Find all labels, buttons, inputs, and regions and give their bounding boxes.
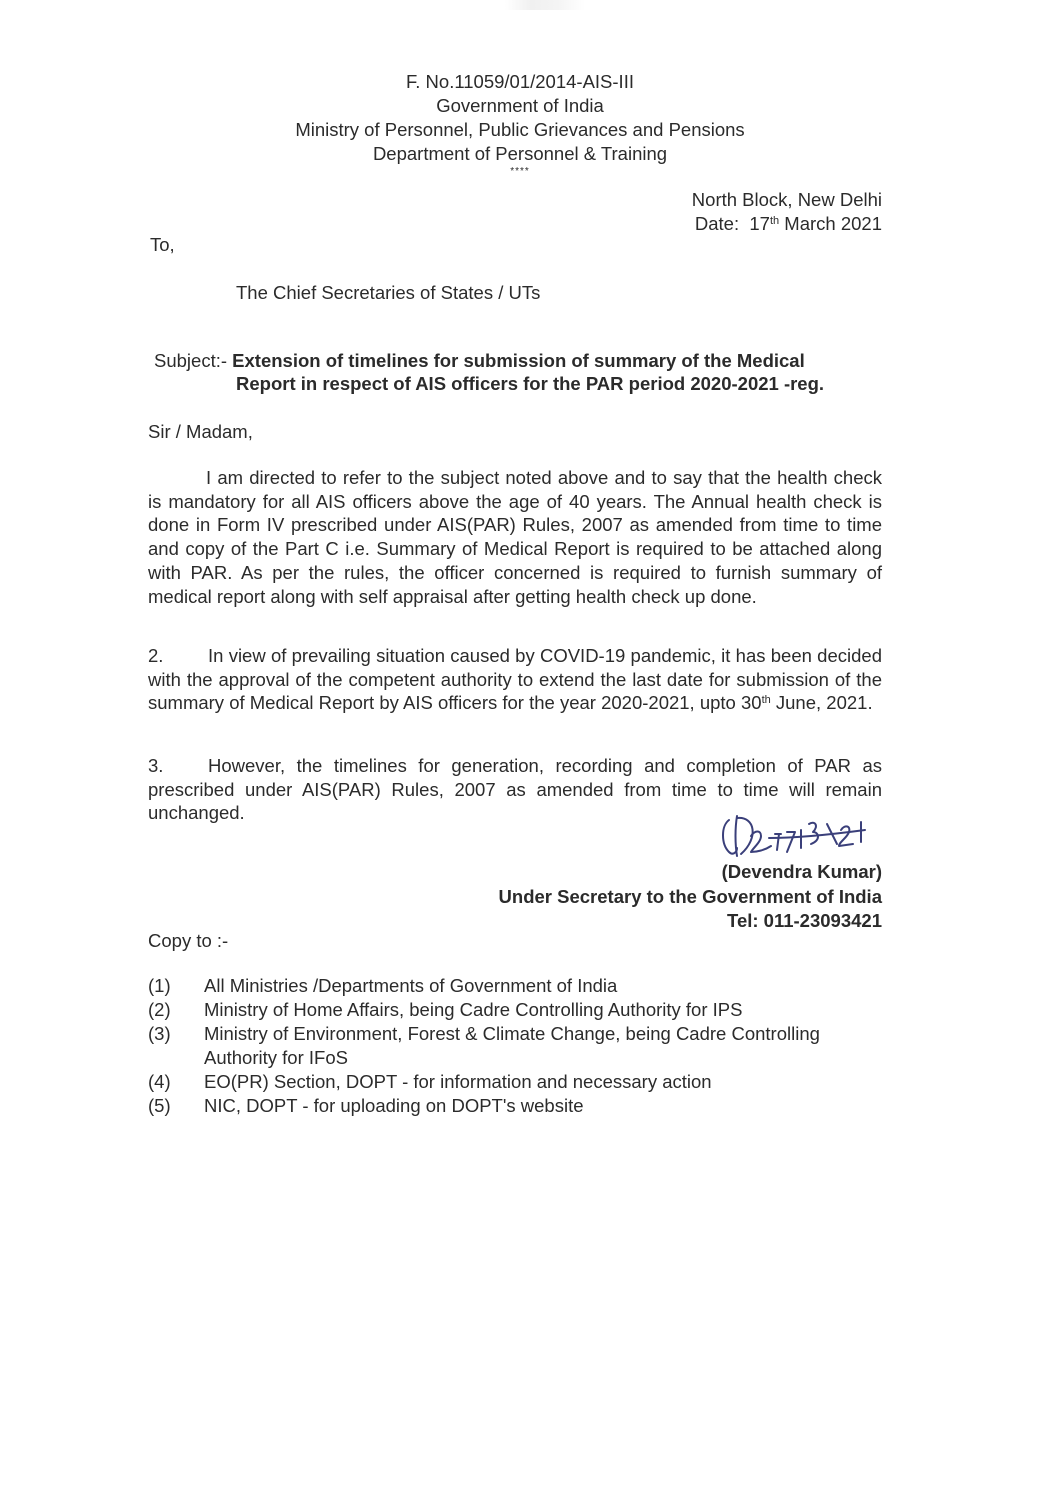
paragraph-3-text: However, the timelines for generation, recording and completion of PAR as prescribed under AIS(PAR) Rules, 2007 as amended from time to time will remain unchanged.: [148, 755, 882, 824]
place: North Block, New Delhi: [691, 189, 882, 210]
subject-text-1: Extension of timelines for submission of summary of the Medical: [232, 350, 805, 371]
government-name: Government of India: [436, 95, 604, 116]
file-number: F. No.11059/01/2014-AIS-III: [406, 71, 634, 92]
paragraph-2: [148, 644, 882, 715]
date: [695, 213, 882, 235]
to-label: To,: [150, 234, 175, 255]
subject-label: Subject:-: [154, 350, 228, 371]
date-label: Date:: [694, 213, 740, 234]
copy-to-item-text: NIC, DOPT - for uploading on DOPT's website: [204, 1095, 584, 1116]
paragraph-1: [148, 466, 882, 608]
date-day: 17: [749, 213, 770, 234]
copy-to-item-number: (1): [148, 975, 171, 996]
signatory-name: (Devendra Kumar): [721, 861, 882, 882]
copy-to-item-text: Ministry of Home Affairs, being Cadre Controlling Authority for IPS: [204, 999, 743, 1020]
subject-text-2: Report in respect of AIS officers for the PAR period 2020-2021 -reg.: [236, 373, 825, 394]
header-separator: ****: [510, 166, 530, 177]
paragraph-2-tail: June, 2021.: [770, 692, 873, 714]
paragraph-2-number: 2.: [148, 645, 164, 666]
date-month-year: March 2021: [784, 213, 882, 234]
copy-to-label: Copy to :-: [148, 930, 229, 951]
ministry-name: Ministry of Personnel, Public Grievances and Pensions: [295, 119, 745, 140]
signatory-designation: Under Secretary to the Government of India: [498, 886, 882, 907]
copy-to-item-number: (5): [148, 1095, 171, 1116]
signatory-telephone: Tel: 011-23093421: [727, 910, 882, 931]
copy-to-item-text: Ministry of Environment, Forest & Climate Change, being Cadre Controlling Authority for IFoS: [204, 1023, 820, 1068]
paragraph-3-number: 3.: [148, 755, 164, 776]
scan-artifact: [505, 0, 585, 10]
paragraph-2-text: In view of prevailing situation caused by COVID-19 pandemic, it has been decided with the approval of the competent authority to extend the last date for submission of the summary of Medical Report by AIS officers for the year 2020-2021, upto 30: [148, 645, 882, 714]
copy-to-item-text: EO(PR) Section, DOPT - for information and necessary action: [204, 1071, 712, 1092]
paragraph-2-sup: th: [761, 694, 771, 707]
salutation: Sir / Madam,: [148, 421, 253, 442]
department-name: Department of Personnel & Training: [372, 143, 668, 164]
copy-to-item-number: (3): [148, 1023, 171, 1044]
date-day-suffix: th: [769, 215, 780, 227]
paragraph-1-text: I am directed to refer to the subject noted above and to say that the health check is mandatory for all AIS officers above the age of 40 years. The Annual health check is done in Form IV prescribed under AIS(PAR) Rules, 2007 as amended from time to time and copy of the Part C i.e. Summary of Medical Report is required to be attached along with PAR. As per the rules, the officer concerned is required to furnish summary of medical report along with self appraisal after getting health check up done.: [148, 467, 882, 607]
subject-line-1: [154, 350, 805, 372]
copy-to-item-number: (2): [148, 999, 171, 1020]
addressee: The Chief Secretaries of States / UTs: [236, 282, 541, 303]
copy-to-item-number: (4): [148, 1071, 171, 1092]
copy-to-item-text: All Ministries /Departments of Government of India: [204, 975, 618, 996]
